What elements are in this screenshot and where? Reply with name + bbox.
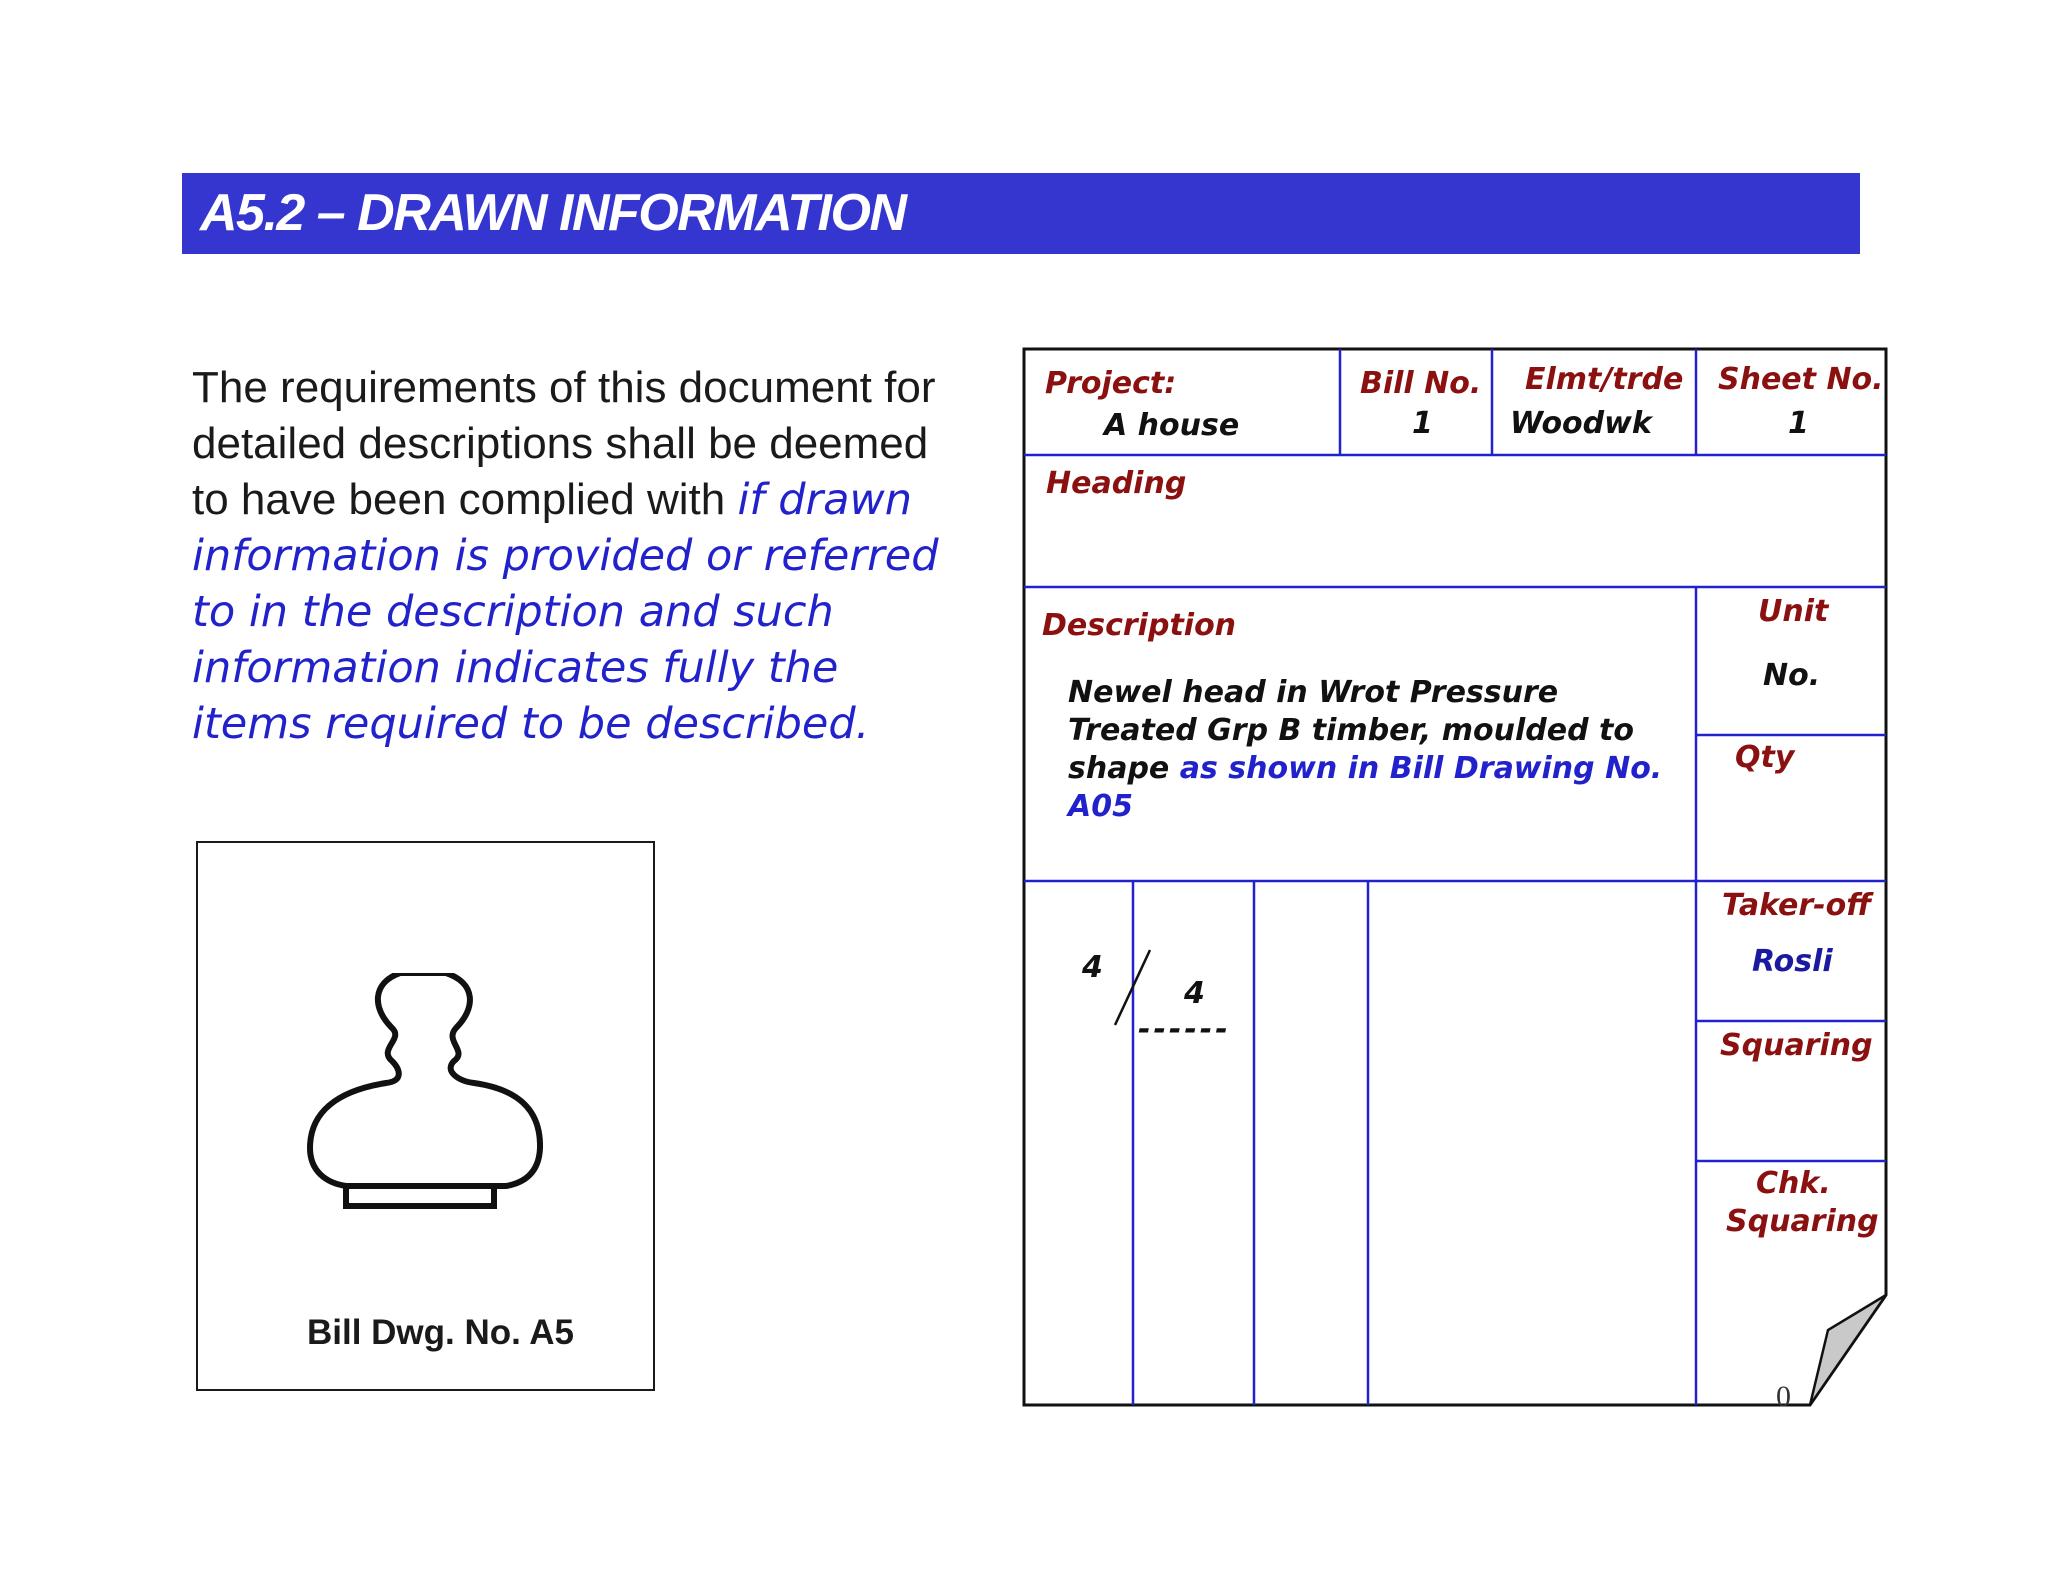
dimension-underline: ------ bbox=[1138, 1012, 1231, 1047]
bill-drawing-box bbox=[196, 841, 655, 1391]
intro-paragraph bbox=[192, 360, 952, 752]
chk-label: Chk. bbox=[1756, 1166, 1831, 1201]
title-bar bbox=[182, 173, 1860, 254]
dimension-value: 4 bbox=[1184, 976, 1205, 1011]
page-number-fragment: 0 bbox=[1776, 1380, 1791, 1413]
project-value: A house bbox=[1104, 408, 1240, 443]
squaring-label: Squaring bbox=[1720, 1028, 1873, 1063]
unit-value: No. bbox=[1763, 658, 1821, 693]
sheet-no-value: 1 bbox=[1788, 406, 1809, 441]
description-label: Description bbox=[1042, 608, 1237, 643]
sheet-no-label: Sheet No. bbox=[1718, 362, 1884, 397]
description-body: Newel head in Wrot Pressure Treated Grp B timber, moulded to shape bbox=[1068, 675, 1634, 786]
taker-off-label: Taker-off bbox=[1722, 888, 1872, 923]
newel-head-drawing bbox=[296, 973, 556, 1233]
bill-sheet-grid bbox=[1020, 345, 1890, 1410]
project-label: Project: bbox=[1045, 366, 1177, 401]
elmt-trade-value: Woodwk bbox=[1510, 406, 1652, 441]
heading-label: Heading bbox=[1046, 466, 1187, 501]
description-text bbox=[1068, 674, 1688, 826]
taker-off-value: Rosli bbox=[1752, 944, 1833, 979]
unit-label: Unit bbox=[1758, 594, 1829, 629]
bill-no-label: Bill No. bbox=[1360, 366, 1482, 401]
description-drawing-ref: as shown in Bill Drawing No. A05 bbox=[1068, 751, 1663, 824]
timesing-value: 4 bbox=[1082, 950, 1103, 985]
intro-plain-text: The requirements of this document for detailed descriptions shall be deemed to have been complied with bbox=[192, 363, 936, 524]
elmt-trade-label: Elmt/trde bbox=[1525, 362, 1684, 397]
bill-no-value: 1 bbox=[1412, 406, 1433, 441]
chk-squaring-label: Squaring bbox=[1726, 1204, 1879, 1239]
intro-highlight-text: if drawn information is provided or referred to in the description and such information indicates fully the items required to be described. bbox=[192, 475, 939, 749]
qty-label: Qty bbox=[1735, 740, 1795, 775]
page-title: A5.2 – DRAWN INFORMATION bbox=[200, 184, 906, 242]
drawing-label: Bill Dwg. No. A5 bbox=[306, 1313, 575, 1352]
